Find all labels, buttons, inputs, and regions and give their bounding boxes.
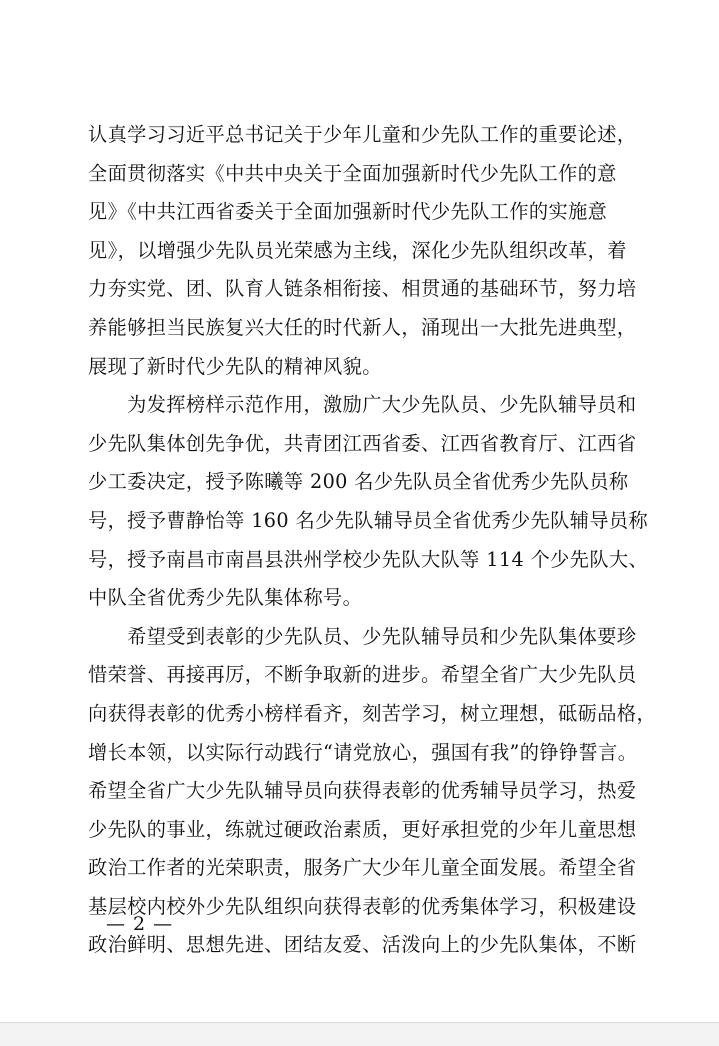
text-line: 全面贯彻落实《中共中央关于全面加强新时代少先队工作的意	[88, 161, 617, 185]
text-line: 少工委决定，授予陈曦等 200 名少先队员全省优秀少先队员称	[88, 470, 629, 494]
text-line: 少先队的事业，练就过硬政治素质，更好承担党的少年儿童思想	[88, 817, 637, 841]
text-line: 希望受到表彰的少先队员、少先队辅导员和少先队集体要珍	[88, 624, 637, 648]
text-line: 为发挥榜样示范作用，激励广大少先队员、少先队辅导员和	[88, 393, 637, 417]
text-line: 基层校内校外少先队组织向获得表彰的优秀集体学习，积极建设	[88, 894, 637, 918]
text-line: 惜荣誉、再接再厉，不断争取新的进步。希望全省广大少先队员	[88, 663, 637, 687]
text-line: 号，授予南昌市南昌县洪州学校少先队大队等 114 个少先队大、	[88, 547, 649, 571]
text-line: 希望全省广大少先队辅导员向获得表彰的优秀辅导员学习，热爱	[88, 779, 637, 803]
text-line: 认真学习习近平总书记关于少年儿童和少先队工作的重要论述，	[88, 123, 637, 146]
text-line: 政治鲜明、思想先进、团结友爱、活泼向上的少先队集体，不断	[88, 933, 637, 957]
text-line: 展现了新时代少先队的精神风貌。	[88, 354, 382, 378]
viewer-bottom-bar	[0, 1022, 719, 1046]
text-line: 少先队集体创先争优，共青团江西省委、江西省教育厅、江西省	[88, 431, 637, 455]
text-line: 力夯实党、团、队育人链条相衔接、相贯通的基础环节，努力培	[88, 277, 637, 301]
text-line: 政治工作者的光荣职责，服务广大少年儿童全面发展。希望全省	[88, 856, 637, 880]
text-line: 号，授予曹静怡等 160 名少先队辅导员全省优秀少先队辅导员称	[88, 508, 649, 532]
text-line: 中队全省优秀少先队集体称号。	[88, 586, 363, 610]
text-line: 见》《中共江西省委关于全面加强新时代少先队工作的实施意	[88, 200, 608, 224]
body-text	[88, 116, 657, 965]
text-line: 养能够担当民族复兴大任的时代新人，涌现出一大批先进典型，	[88, 315, 637, 339]
text-line: 见》，以增强少先队员光荣感为主线，深化少先队组织改革，着	[88, 238, 627, 262]
text-line: 向获得表彰的优秀小榜样看齐，刻苦学习，树立理想，砥砺品格，	[88, 701, 657, 725]
page-number: — 2 —	[106, 913, 174, 935]
text-line: 增长本领，以实际行动践行“请党放心，强国有我”的铮铮誓言。	[88, 740, 638, 764]
